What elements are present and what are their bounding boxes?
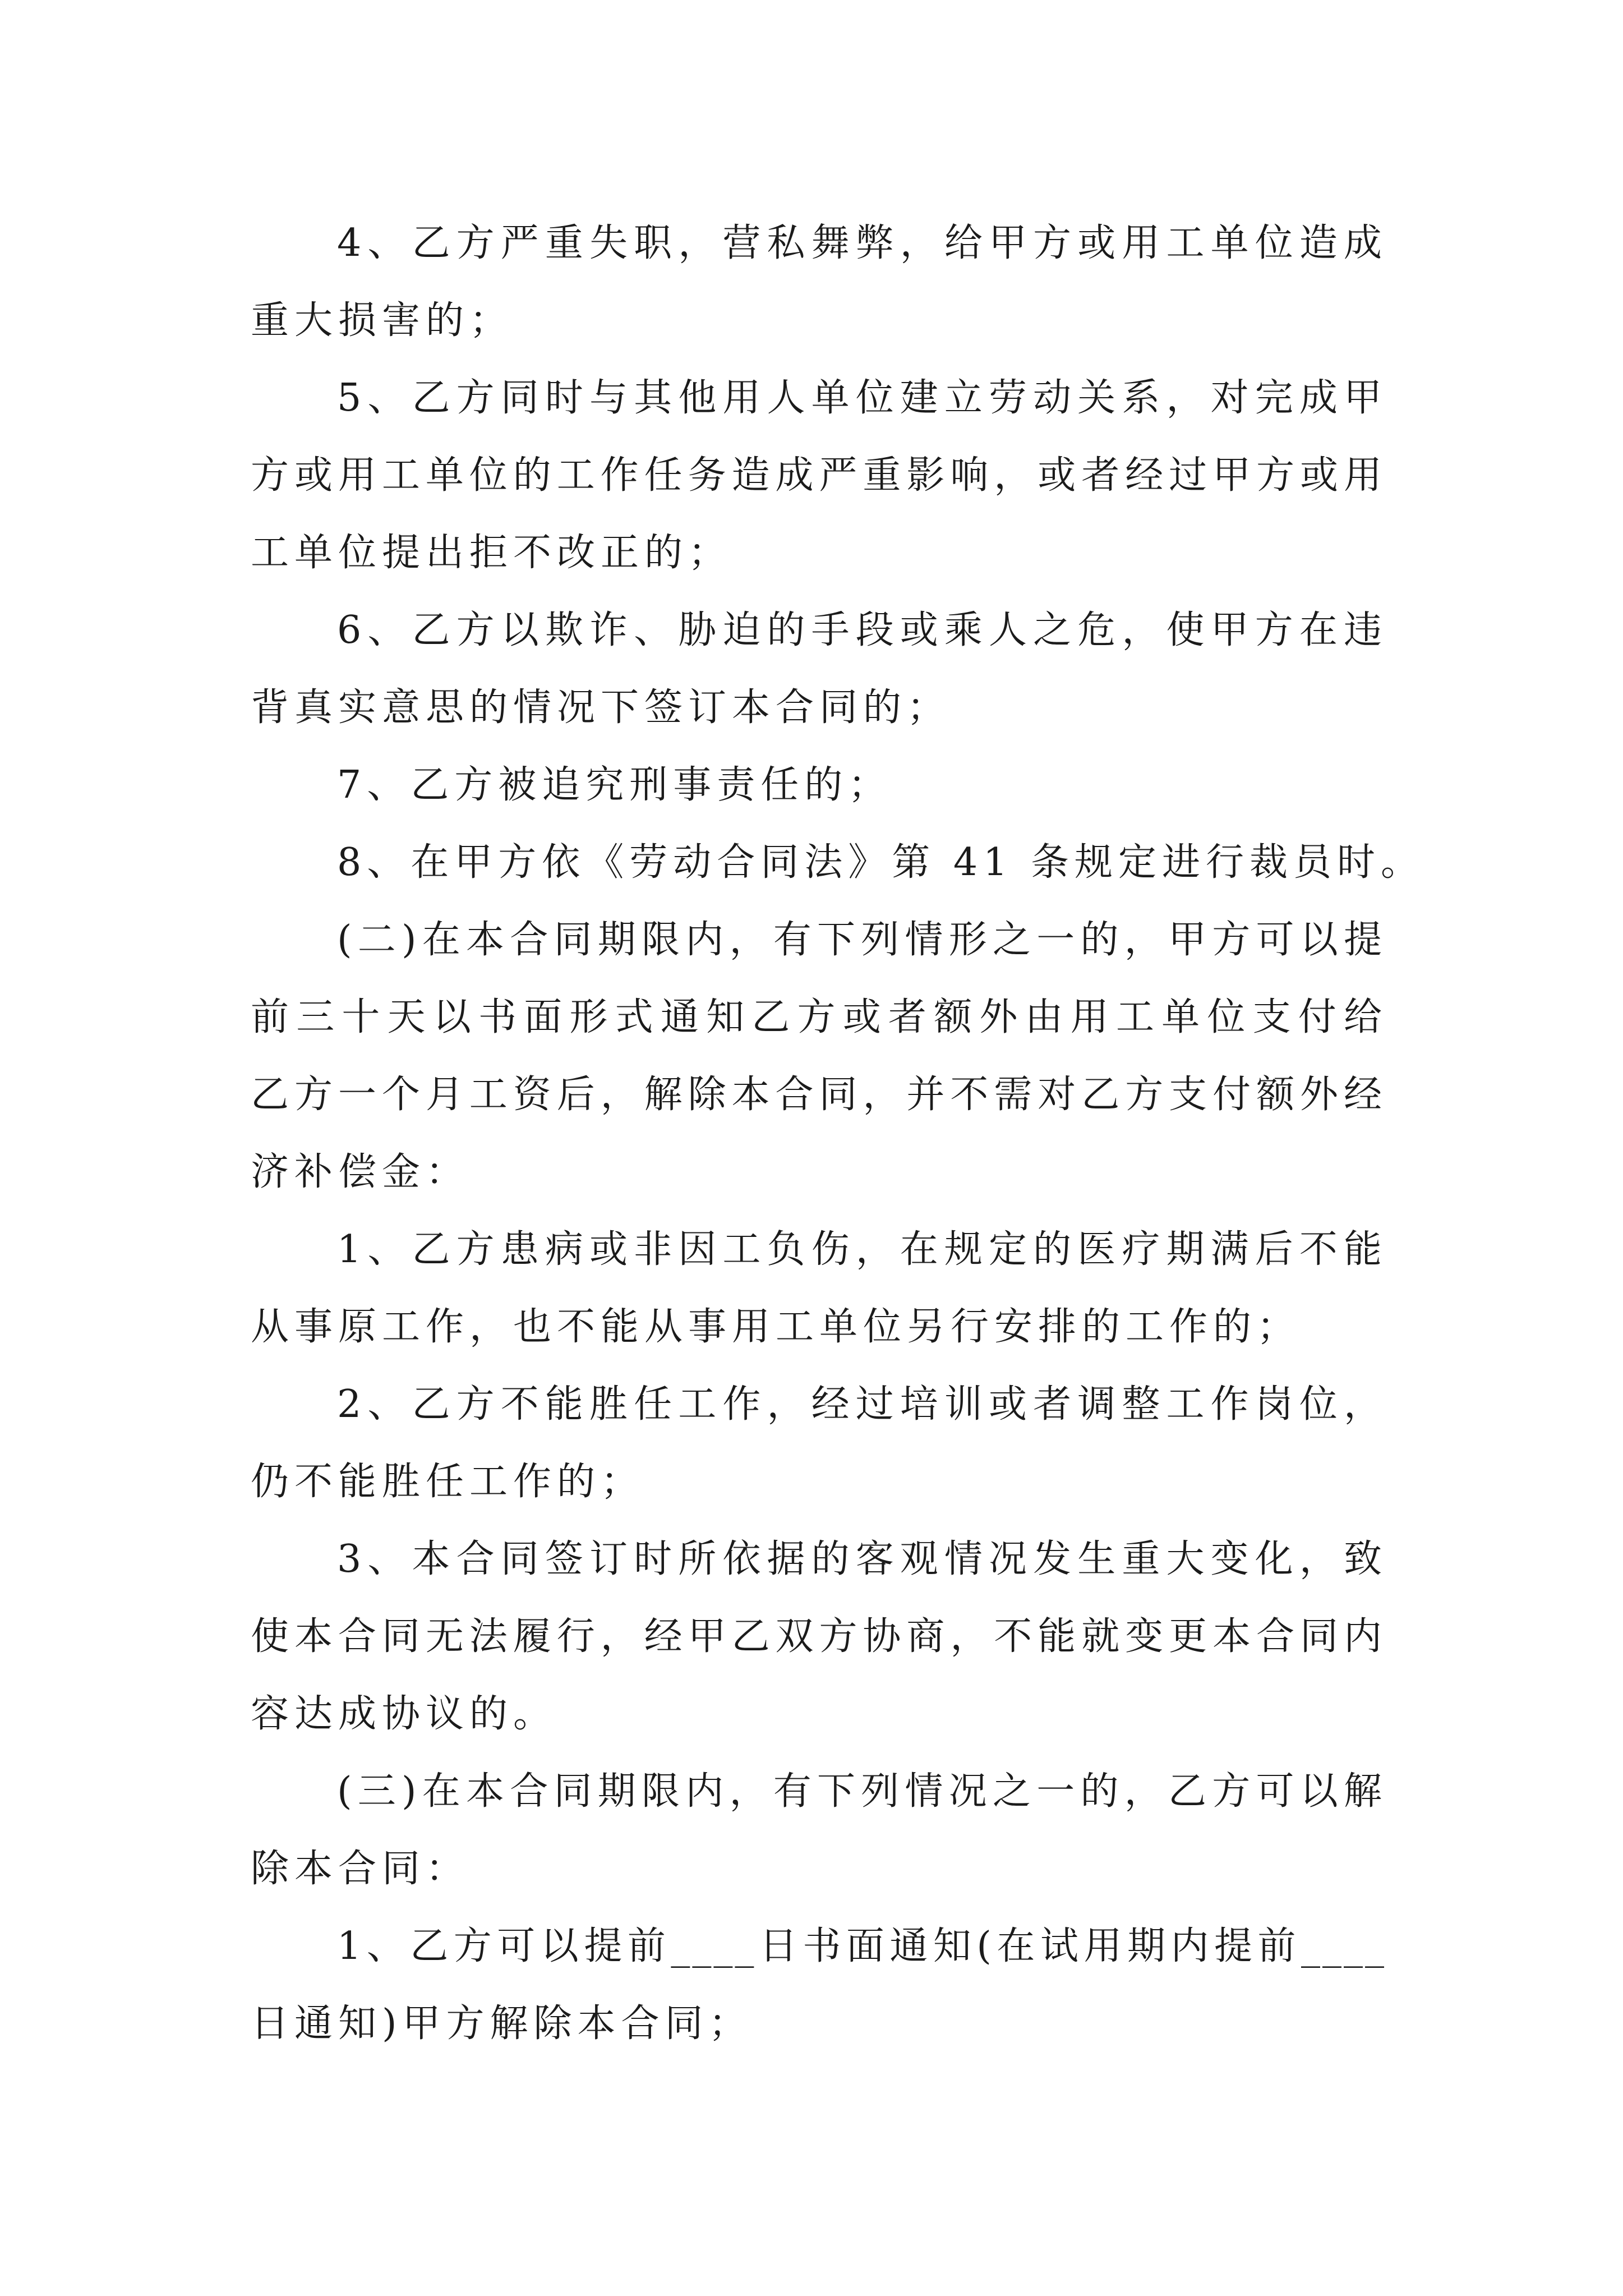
paragraph-section-3 bbox=[251, 1753, 1386, 1908]
text-line: 除本合同： bbox=[251, 1847, 470, 1891]
text-line: 容达成协议的。 bbox=[251, 1692, 557, 1736]
text-line: 7、乙方被追究刑事责任的； bbox=[337, 763, 892, 807]
text-line: 8、在甲方依《劳动合同法》第 41 条规定进行裁员时。 bbox=[337, 840, 1425, 885]
text-line: 4、乙方严重失职，营私舞弊，给甲方或用工单位造成 bbox=[337, 221, 1386, 265]
paragraph-item-8 bbox=[251, 824, 1425, 901]
text-line: 3、本合同签订时所依据的客观情况发生重大变化，致 bbox=[337, 1537, 1386, 1581]
text-line: 1、乙方可以提前____日书面通知(在试用期内提前____ bbox=[337, 1924, 1386, 1968]
text-line: (二)在本合同期限内，有下列情形之一的，甲方可以提 bbox=[337, 918, 1386, 962]
text-line: 6、乙方以欺诈、胁迫的手段或乘人之危，使甲方在违 bbox=[337, 608, 1386, 652]
text-line: 济补偿金： bbox=[251, 1150, 470, 1194]
text-line: 5、乙方同时与其他用人单位建立劳动关系，对完成甲 bbox=[337, 376, 1386, 420]
text-line: 重大损害的； bbox=[251, 298, 514, 343]
text-line: 从事原工作，也不能从事用工单位另行安排的工作的； bbox=[251, 1305, 1301, 1349]
text-line: 使本合同无法履行，经甲乙双方协商，不能就变更本合同内 bbox=[251, 1614, 1386, 1659]
text-line: 前三十天以书面形式通知乙方或者额外由用工单位支付给 bbox=[251, 995, 1386, 1039]
text-line: (三)在本合同期限内，有下列情况之一的，乙方可以解 bbox=[337, 1769, 1386, 1814]
text-line: 工单位提出拒不改正的； bbox=[251, 531, 732, 575]
paragraph-item-6 bbox=[251, 592, 1386, 747]
text-line: 背真实意思的情况下签订本合同的； bbox=[251, 685, 951, 730]
paragraph-item-1 bbox=[251, 1211, 1386, 1366]
text-line: 1、乙方患病或非因工负伤，在规定的医疗期满后不能 bbox=[337, 1227, 1386, 1272]
paragraph-item-3 bbox=[251, 1521, 1386, 1753]
text-line: 仍不能胜任工作的； bbox=[251, 1460, 645, 1504]
text-line: 乙方一个月工资后，解除本合同，并不需对乙方支付额外经 bbox=[251, 1073, 1386, 1117]
paragraph-item-5 bbox=[251, 360, 1386, 592]
paragraph-item-7 bbox=[251, 747, 1386, 824]
paragraph-item-1-notice bbox=[251, 1908, 1386, 2063]
text-line: 日通知)甲方解除本合同； bbox=[251, 2001, 753, 2046]
text-line: 2、乙方不能胜任工作，经过培训或者调整工作岗位， bbox=[337, 1382, 1386, 1427]
document-body bbox=[251, 205, 1425, 2063]
text-line: 方或用工单位的工作任务造成严重影响，或者经过甲方或用 bbox=[251, 453, 1386, 498]
paragraph-item-2 bbox=[251, 1366, 1386, 1521]
paragraph-item-4 bbox=[251, 205, 1386, 360]
paragraph-section-2 bbox=[251, 901, 1386, 1211]
